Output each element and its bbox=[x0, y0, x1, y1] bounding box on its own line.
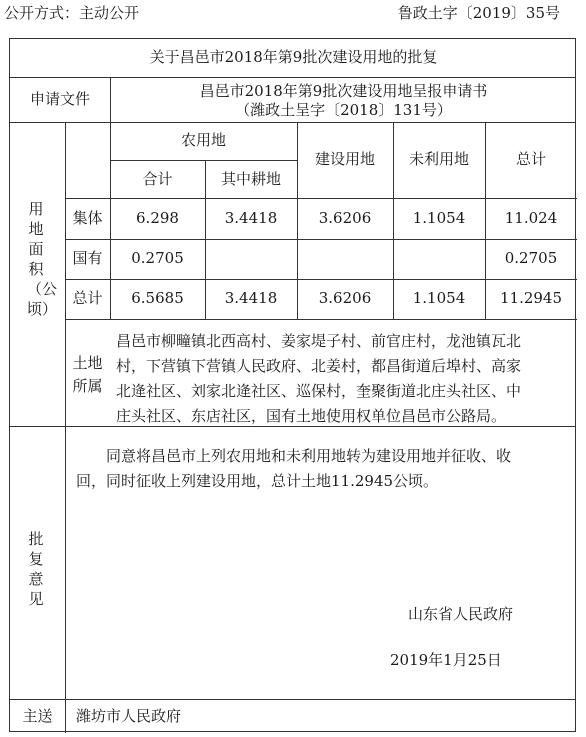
row-label-total: 总计 bbox=[72, 289, 103, 307]
farmland-header: 农用地 bbox=[180, 131, 226, 149]
approval-line: 同意将昌邑市上列农用地和未利用地转为建设用地并征收、收 bbox=[106, 447, 512, 465]
col-header-cultivated: 其中耕地 bbox=[220, 170, 281, 188]
disclosure-method: 公开方式：主动公开 bbox=[4, 4, 140, 22]
cell: 1.1054 bbox=[412, 209, 466, 227]
ownership-line: 北逄社区、刘家北逄社区、巡保村，奎聚街道北庄头社区、中 bbox=[116, 382, 522, 400]
approval-date: 2019年1月25日 bbox=[390, 651, 502, 669]
application-title: 昌邑市2018年第9批次建设用地呈报申请书 bbox=[199, 82, 488, 100]
cc-recipient: 潍坊市人民政府 bbox=[76, 707, 182, 725]
ownership-line: 庄头社区、东店社区，国有土地使用权单位昌邑市公路局。 bbox=[116, 407, 507, 425]
ownership-text bbox=[116, 329, 574, 429]
col-header-total: 总计 bbox=[515, 150, 546, 168]
document-number: 鲁政土字〔2019〕35号 bbox=[397, 4, 560, 22]
cell: 6.5685 bbox=[131, 289, 184, 307]
cell: 11.024 bbox=[504, 209, 558, 227]
approval-label: 批复意见 bbox=[28, 530, 44, 608]
cc-label: 主送 bbox=[22, 707, 53, 725]
cell: 6.298 bbox=[136, 209, 179, 227]
col-header-construction: 建设用地 bbox=[314, 150, 375, 168]
ownership-line: 昌邑市柳疃镇北西高村、姜家堤子村、前官庄村，龙池镇瓦北 bbox=[116, 332, 522, 350]
cell: 3.6206 bbox=[318, 209, 372, 227]
row-label-state: 国有 bbox=[72, 249, 103, 267]
application-label: 申请文件 bbox=[29, 90, 90, 108]
cell: 0.2705 bbox=[504, 249, 558, 267]
col-header-unused: 未利用地 bbox=[408, 150, 469, 168]
application-number: （潍政土呈字〔2018〕131号） bbox=[235, 101, 452, 119]
cell: 3.4418 bbox=[224, 209, 278, 227]
land-area-label: 用地面积（公顷） bbox=[27, 200, 58, 318]
col-header-subtotal: 合计 bbox=[142, 170, 173, 188]
ownership-label-part2: 所属 bbox=[72, 377, 103, 395]
approval-table bbox=[9, 38, 576, 732]
document-title: 关于昌邑市2018年第9批次建设用地的批复 bbox=[149, 48, 438, 66]
approval-line: 回，同时征收上列建设用地，总计土地11.2945公顷。 bbox=[76, 472, 439, 490]
cell: 11.2945 bbox=[499, 289, 563, 307]
cell: 1.1054 bbox=[412, 289, 466, 307]
ownership-line: 村，下营镇下营镇人民政府、北姜村，都昌街道后埠村、高家 bbox=[116, 357, 522, 375]
cell: 3.6206 bbox=[318, 289, 372, 307]
cell: 0.2705 bbox=[131, 249, 184, 267]
row-label-collective: 集体 bbox=[72, 209, 103, 227]
ownership-label-part1: 土地 bbox=[72, 354, 103, 372]
approval-text bbox=[76, 444, 571, 494]
signer: 山东省人民政府 bbox=[408, 605, 514, 623]
cell: 3.4418 bbox=[224, 289, 278, 307]
